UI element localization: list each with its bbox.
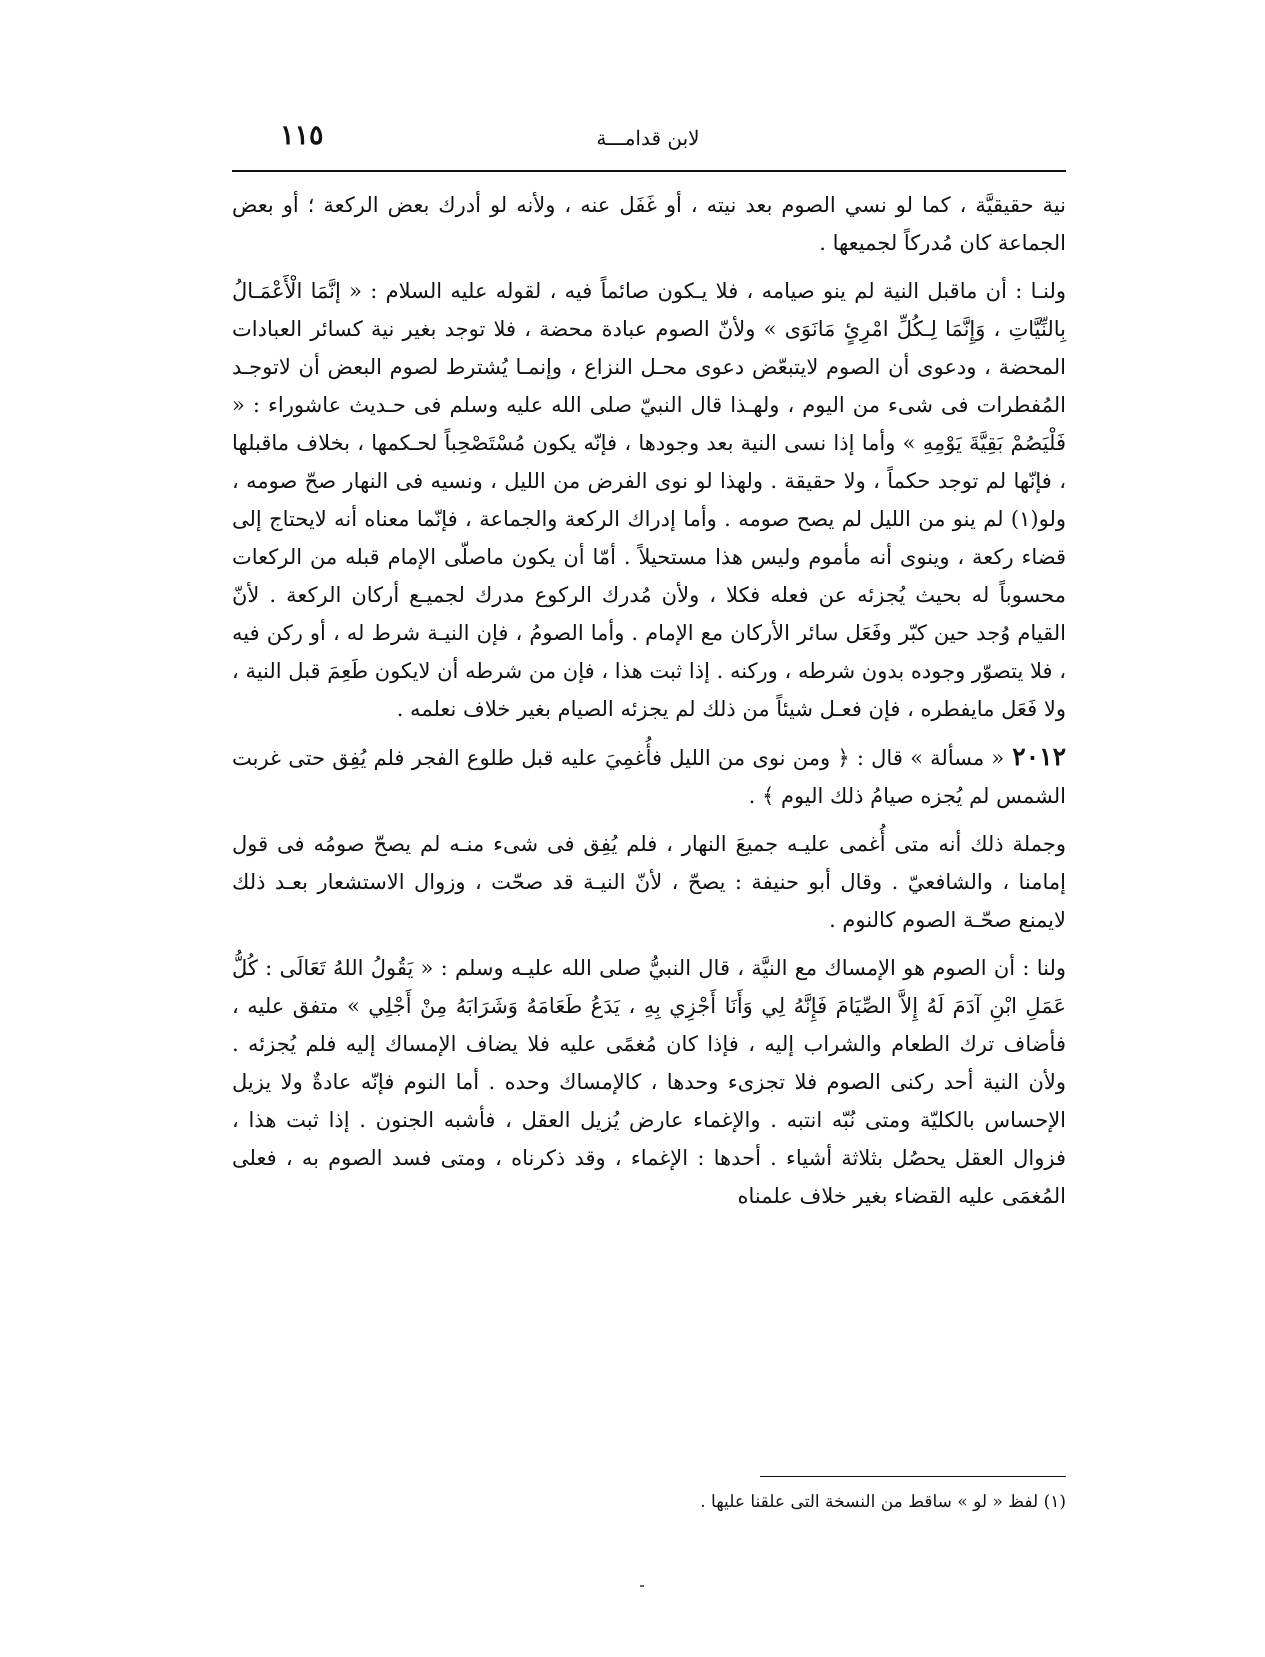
body-text [232, 186, 1066, 1215]
page-number: ١١٥ [280, 120, 324, 151]
footnote-rule [760, 1476, 1066, 1477]
issue-paragraph [232, 738, 1066, 815]
issue-number: ٢٠١٢ [1012, 742, 1066, 771]
paragraph-5: ولنا : أن الصوم هو الإمساك مع النيَّة ، قال النبيُّ صلى الله عليـه وسلم : « يَقُولُ اللهُ تَعَالَى : كُلُّ عَمَلِ ابْنِ آدَمَ لَهُ إِلاَّ الصِّيَامَ فَإِنَّهُ لِي وَأَنَا أَجْزِي بِهِ ، يَدَعُ طَعَامَهُ وَشَرَابَهُ مِنْ أَجْلِي » متفق عليه ، فأضاف ترك الطعام والشراب إليه ، فإذا كان مُغمًى عليه فلا يضاف الإمساك إليه فلم يُجزئه . ولأن النية أحد ركنى الصوم فلا تجزىء وحدها ، كالإمساك وحده . أما النوم فإنّه عادةٌ ولا يزيل الإحساس بالكليّة ومتى نُبّه انتبه . والإغماء عارض يُزيل العقل ، فأشبه الجنون . إذا ثبت هذا ، فزوال العقل يحصُل بثلاثة أشياء . أحدها : الإغماء ، وقد ذكرناه ، ومتى فسد الصوم به ، فعلى المُغمَى عليه القضاء بغير خلاف علمناه [232, 956, 1066, 1208]
header-rule [232, 170, 1066, 172]
footnote: (١) لفظ « لو » ساقط من النسخة التى علقنا عليها . [700, 1492, 1066, 1512]
paragraph-2: ولنـا : أن ماقبل النية لم ينو صيامه ، فلا يـكون صائماً فيه ، لقوله عليه السلام : « إنَّمَا الْأَعْمَـالُ بِالنِّيَّاتِ ، وَإِنَّمَا لِـكُلِّ امْرِئٍ مَانَوَى » ولأنّ الصوم عبادة محضة ، فلا توجد بغير نية كسائر العبادات المحضة ، ودعوى أن الصوم لايتبعّض دعوى محـل النزاع ، وإنمـا يُشترط لصوم البعض أن لاتوجـد المُفطرات فى شىء من اليوم ، ولهـذا قال النبيّ صلى الله عليه وسلم فى حـديث عاشوراء : « فَلْيَصُمْ بَقِيَّةَ يَوْمِهِ » وأما إذا نسى النية بعد وجودها ، فإنّه يكون مُسْتَصْحِباً لحـكمها ، بخلاف ماقبلها ، فإنّها لم توجد حكماً ، ولا حقيقة . ولهذا لو نوى الفرض من الليل ، ونسيه فى النهار صحّ صومه ، ولو(١) لم ينو من الليل لم يصح صومه . وأما إدراك الركعة والجماعة ، فإنّما معناه أنه لايحتاج إلى قضاء ركعة ، وينوى أنه مأموم وليس هذا مستحيلاً . أمّا أن يكون ماصلّى الإمام قبله من الركعات محسوباً له بحيث يُجزئه عن فعله فكلا ، ولأن مُدرك الركوع مدرك لجميـع أركان الركعة . لأنّ القيام وُجد حين كبّر وفَعَل سائر الأركان مع الإمام . وأما الصومُ ، فإن النيـة شرط له ، أو ركن فيه ، فلا يتصوّر وجوده بدون شرطه ، وركنه . إذا ثبت هذا ، فإن من شرطه أن لايكون طَعِمَ قبل النية ، ولا فَعَل مايفطره ، فإن فعـل شيئاً من ذلك لم يجزئه الصيام بغير خلاف نعلمه . [232, 279, 1066, 721]
running-title: لابن قدامـــة [596, 126, 700, 150]
issue-text: « مسألة » قال : ﴿ ومن نوى من الليل فأُغمِيَ عليه قبل طلوع الفجر فلم يُفِق حتى غربت الشمس لم يُجزه صيامُ ذلك اليوم ﴾ . [232, 746, 1066, 808]
paragraph-4: وجملة ذلك أنه متى أُغمى عليـه جميعَ النهار ، فلم يُفِق فى شىء منـه لم يصحّ صومُه فى قول إمامنا ، والشافعيّ . وقال أبو حنيفة : يصحّ ، لأنّ النيـة قد صحّت ، وزوال الاستشعار بعـد ذلك لايمنع صحّـة الصوم كالنوم . [232, 832, 1066, 932]
paragraph-1: نية حقيقيَّة ، كما لو نسي الصوم بعد نيته ، أو غَفَل عنه ، ولأنه لو أدرك بعض الركعة ؛ أو بعض الجماعة كان مُدركاً لجميعها . [232, 193, 1066, 255]
page-header [230, 120, 1066, 166]
scan-speck [640, 1585, 644, 1587]
